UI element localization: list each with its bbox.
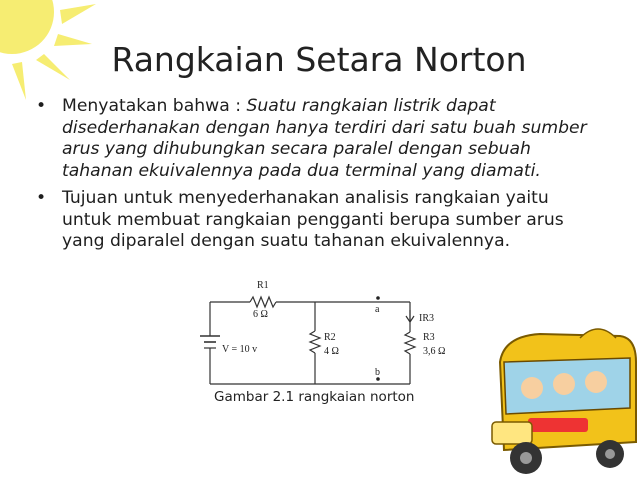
node-a-dot — [376, 296, 380, 300]
bullet-item-definition — [34, 96, 602, 182]
source-label: V = 10 v — [222, 344, 258, 355]
current-label: IR3 — [419, 313, 434, 324]
r2-value: 4 Ω — [324, 346, 339, 357]
bullet-text: Tujuan untuk menyederhanakan analisis rangkaian yaitu untuk membuat rangkaian pengganti berupa sumber arus yang diparalel dengan suatu tahanan ekuivalennya. — [62, 188, 564, 251]
bullet-item-purpose — [34, 188, 602, 253]
r2-label: R2 — [324, 332, 336, 343]
node-b-label: b — [375, 367, 380, 378]
bullet-marker: • — [36, 96, 47, 116]
slide-title: Rangkaian Setara Norton — [111, 40, 527, 79]
school-bus-illustration — [470, 322, 638, 479]
r3-label: R3 — [423, 332, 435, 343]
r1-value: 6 Ω — [253, 309, 268, 320]
norton-circuit-diagram — [190, 276, 470, 394]
node-a-label: a — [375, 304, 380, 315]
bullet-italic-text: Suatu rangkaian listrik dapat disederhanakan dengan hanya terdiri dari satu buah sumber arus yang dihubungkan secara paralel dengan sebuah tahanan ekuivalennya pada dua terminal yang diamati. — [62, 96, 587, 181]
bullet-lead-text: Menyatakan bahwa : — [62, 96, 247, 116]
r3-value: 3,6 Ω — [423, 346, 446, 357]
r1-label: R1 — [257, 280, 269, 291]
bullet-marker: • — [36, 188, 47, 208]
figure-caption: Gambar 2.1 rangkaian norton — [214, 389, 415, 405]
bullet-list — [34, 96, 602, 259]
